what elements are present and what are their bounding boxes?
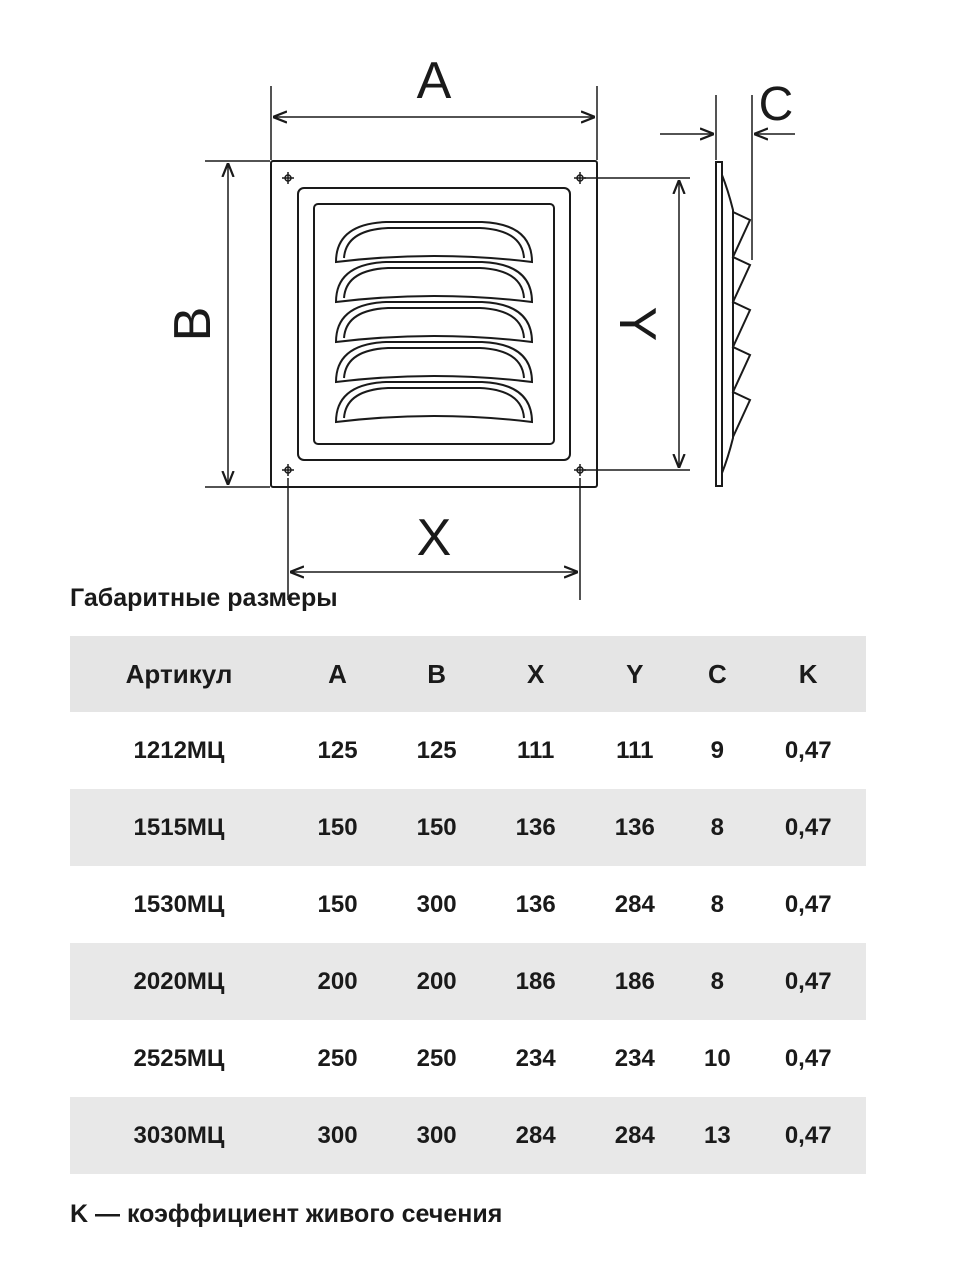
table-cell: 111 [516, 736, 555, 764]
table-cell: 250 [416, 1044, 457, 1072]
table-cell: 2525МЦ [133, 1044, 225, 1072]
louver-inner-edge [344, 348, 524, 378]
dimension-b-label: B [164, 306, 222, 342]
screw-hole [282, 172, 294, 184]
footnote: K — коэффициент живого сечения [70, 1200, 503, 1228]
table-cell: 8 [710, 890, 725, 918]
table-cell: 300 [288, 1097, 387, 1174]
table-cell: 8 [684, 789, 750, 866]
table-row [70, 943, 866, 1020]
table-cell: 10 [703, 1044, 731, 1072]
table-cell: 150 [387, 789, 486, 866]
table-cell: 150 [317, 890, 358, 918]
table-cell: 111 [616, 736, 654, 764]
dimension-x-label: X [416, 509, 452, 567]
table-row [70, 1020, 866, 1097]
table-cell: 3030МЦ [70, 1097, 288, 1174]
outer-frame [271, 161, 597, 487]
dimensions-table [70, 636, 866, 1174]
table-cell: 250 [317, 1044, 358, 1072]
table-cell: 0,47 [784, 1044, 832, 1072]
table-cell: 186 [486, 943, 585, 1020]
column-header: Артикул [70, 636, 288, 712]
table-cell: 200 [387, 943, 486, 1020]
louver-inner-edge [344, 308, 524, 338]
side-view [716, 162, 750, 486]
table-cell: 8 [684, 943, 750, 1020]
section-title: Габаритные размеры [70, 584, 338, 612]
louvers [336, 222, 532, 422]
table-row [70, 1097, 866, 1174]
table-row [70, 789, 866, 866]
louver-inner-edge [344, 228, 524, 258]
table-cell: 0,47 [750, 943, 866, 1020]
table-cell: 284 [486, 1097, 585, 1174]
table-cell: 2020МЦ [70, 943, 288, 1020]
dimension-y-label: Y [608, 306, 666, 342]
screw-holes [282, 172, 586, 476]
table-cell: 0,47 [750, 1097, 866, 1174]
column-header: A [288, 636, 387, 712]
table-body [70, 712, 866, 1174]
table-cell: 1212МЦ [133, 736, 225, 764]
table-cell: 300 [416, 890, 457, 918]
dimension-a-label: A [416, 52, 452, 110]
table-cell: 186 [585, 943, 684, 1020]
table-cell: 150 [288, 789, 387, 866]
table-cell: 0,47 [750, 789, 866, 866]
table-header-row [70, 636, 866, 712]
grille-drawing [0, 0, 960, 600]
column-header: Y [585, 636, 684, 712]
table-cell: 284 [585, 1097, 684, 1174]
table-cell: 284 [614, 890, 655, 918]
table-cell: 200 [288, 943, 387, 1020]
dimension-c-label: C [758, 78, 794, 131]
table-cell: 234 [614, 1044, 655, 1072]
table-cell: 0,47 [784, 736, 832, 764]
table-cell: 0,47 [784, 890, 832, 918]
table-cell: 9 [710, 736, 725, 764]
column-header: C [684, 636, 750, 712]
table-cell: 125 [416, 736, 457, 764]
column-header: X [486, 636, 585, 712]
table-row [70, 712, 866, 789]
column-header: B [387, 636, 486, 712]
table-cell: 13 [684, 1097, 750, 1174]
table-cell: 125 [317, 736, 358, 764]
louver-inner-edge [344, 268, 524, 298]
table-cell: 300 [387, 1097, 486, 1174]
table-cell: 136 [515, 890, 556, 918]
inner-frame [314, 204, 554, 444]
table-row [70, 866, 866, 943]
table-cell: 136 [486, 789, 585, 866]
table-cell: 1515МЦ [70, 789, 288, 866]
table-cell: 234 [515, 1044, 556, 1072]
table-cell: 1530МЦ [133, 890, 225, 918]
screw-hole [282, 464, 294, 476]
column-header: K [750, 636, 866, 712]
louver-inner-edge [344, 388, 524, 418]
table-cell: 136 [585, 789, 684, 866]
